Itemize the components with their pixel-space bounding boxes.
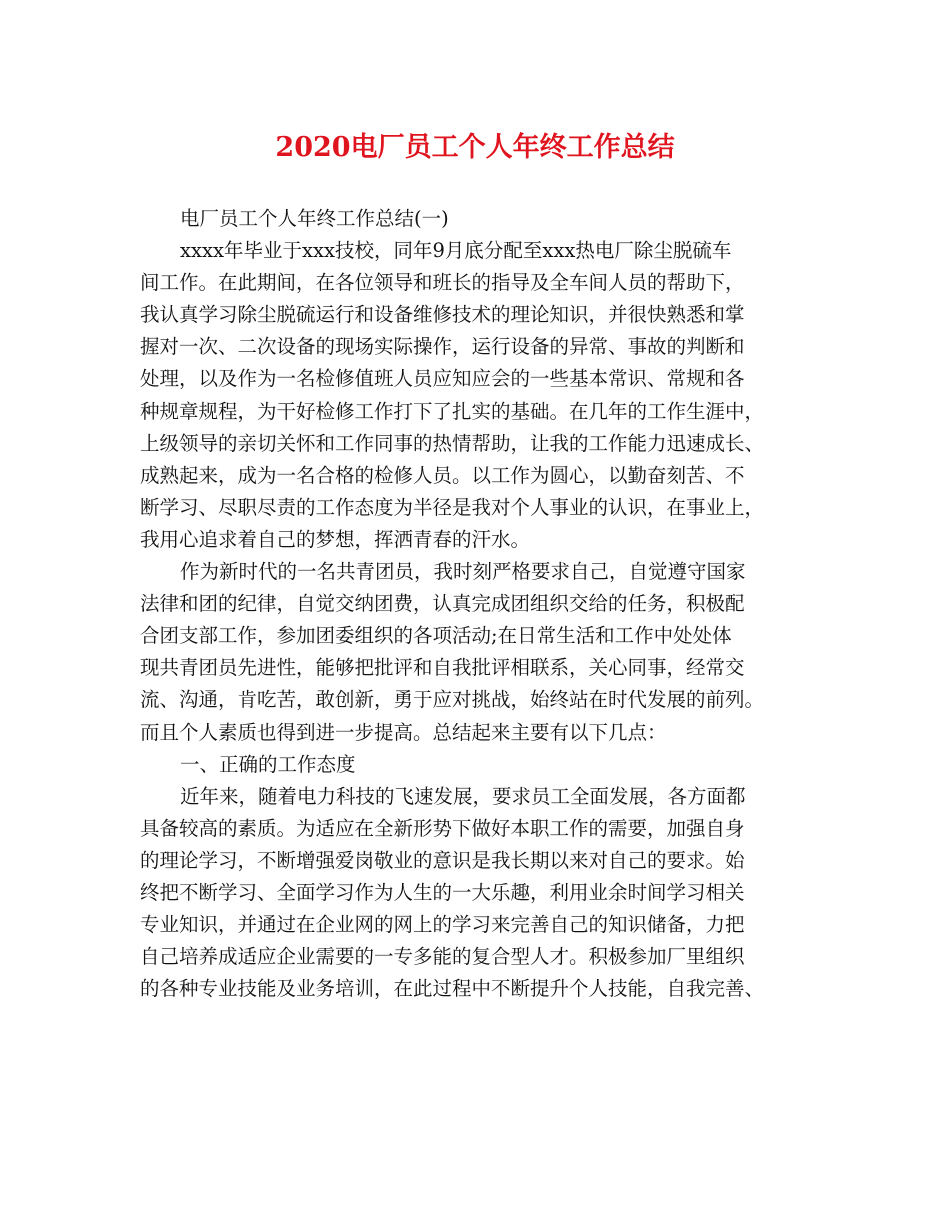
text-line: 上级领导的亲切关怀和工作同事的热情帮助，让我的工作能力迅速成长、: [140, 431, 765, 455]
text-line: 流、沟通，肯吃苦，敢创新，勇于应对挑战，始终站在时代发展的前列。: [140, 688, 765, 712]
text-line: 而且个人素质也得到进一步提高。总结起来主要有以下几点：: [140, 720, 667, 744]
text-line: 成熟起来，成为一名合格的检修人员。以工作为圆心，以勤奋刻苦、不: [140, 463, 745, 487]
text-line: 合团支部工作，参加团委组织的各项活动;在日常生活和工作中处处体: [140, 624, 732, 648]
text-line: 自己培养成适应企业需要的一专多能的复合型人才。积极参加厂里组织: [140, 945, 745, 969]
text-line: 我用心追求着自己的梦想，挥洒青春的汗水。: [140, 527, 531, 551]
text-line: 我认真学习除尘脱硫运行和设备维修技术的理论知识，并很快熟悉和掌: [140, 303, 745, 327]
text-line: 电厂员工个人年终工作总结(一): [180, 207, 449, 230]
text-line: 握对一次、二次设备的现场实际操作，运行设备的异常、事故的判断和: [140, 335, 745, 359]
text-line: 一、正确的工作态度: [180, 752, 356, 776]
text-line: 终把不断学习、全面学习作为人生的一大乐趣，利用业余时间学习相关: [140, 880, 745, 904]
text-line: 法律和团的纪律，自觉交纳团费，认真完成团组织交给的任务，积极配: [140, 592, 745, 616]
text-line: 具备较高的素质。为适应在全新形势下做好本职工作的需要，加强自身: [140, 816, 745, 840]
document-title: 2020电厂员工个人年终工作总结: [275, 132, 675, 163]
text-line: 的理论学习，不断增强爱岗敬业的意识是我长期以来对自己的要求。始: [140, 848, 745, 872]
text-line: 间工作。在此期间，在各位领导和班长的指导及全车间人员的帮助下，: [140, 271, 745, 295]
text-line: xxxx年毕业于xxx技校，同年9月底分配至xxx热电厂除尘脱硫车: [180, 239, 732, 263]
text-line: 专业知识，并通过在企业网的网上的学习来完善自己的知识储备，力把: [140, 913, 745, 937]
text-line: 近年来，随着电力科技的飞速发展，要求员工全面发展，各方面都: [180, 784, 746, 808]
text-line: 作为新时代的一名共青团员，我时刻严格要求自己，自觉遵守国家: [180, 560, 746, 584]
text-line: 处理，以及作为一名检修值班人员应知应会的一些基本常识、常规和各: [140, 367, 745, 391]
text-line: 断学习、尽职尽责的工作态度为半径是我对个人事业的认识，在事业上，: [140, 495, 765, 519]
text-line: 种规章规程，为干好检修工作打下了扎实的基础。在几年的工作生涯中，: [140, 399, 765, 423]
text-line: 现共青团员先进性，能够把批评和自我批评相联系，关心同事，经常交: [140, 656, 745, 680]
text-line: 的各种专业技能及业务培训，在此过程中不断提升个人技能，自我完善、: [140, 977, 765, 1001]
document-body: [140, 203, 830, 1005]
